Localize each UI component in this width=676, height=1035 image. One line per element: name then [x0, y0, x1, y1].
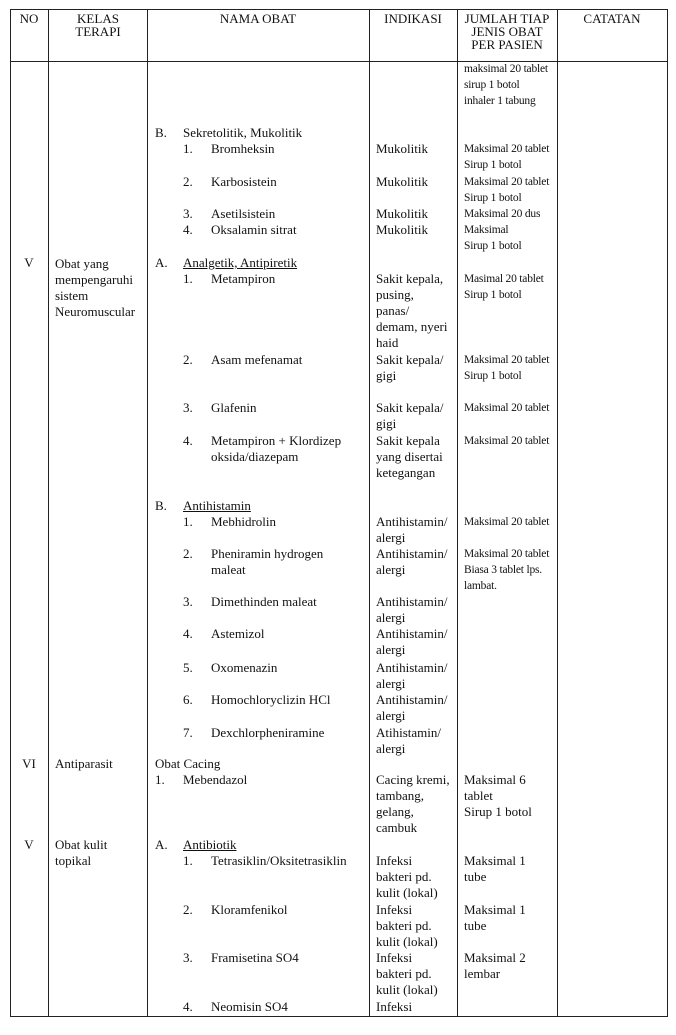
sek-1-name: Bromheksin — [211, 141, 275, 156]
col-border-4 — [457, 9, 458, 1017]
ku-2-name: Kloramfenikol — [211, 902, 288, 917]
an-4-ind: Sakit kepala yang disertai ketegangan — [376, 433, 443, 480]
sek-4-jumlah: Maksimal Sirup 1 botol — [464, 224, 522, 253]
an-3-num: 3. — [183, 400, 193, 415]
sek-2-ind: Mukolitik — [376, 174, 429, 189]
an-4-num: 4. — [183, 433, 193, 448]
ku-4-num: 4. — [183, 999, 193, 1014]
an-1-ind: Sakit kepala, pusing, panas/ demam, nyeri haid — [376, 271, 448, 350]
kulit-letter: A. — [155, 837, 168, 852]
sek-3-ind: Mukolitik — [376, 206, 429, 221]
antiparasit-title: Obat Cacing — [155, 756, 221, 771]
ah-6-num: 6. — [183, 692, 193, 707]
an-3-jumlah: Maksimal 20 tablet — [464, 402, 550, 414]
antihistamin-title: Antihistamin — [183, 498, 251, 513]
antiparasit-kelas: Antiparasit — [55, 756, 113, 771]
header-bottom-border — [10, 61, 667, 62]
an-3-ind: Sakit kepala/ gigi — [376, 400, 444, 431]
ah-3-name: Dimethinden maleat — [211, 594, 317, 609]
kulit-no: V — [24, 837, 34, 852]
sek-3-jumlah: Maksimal 20 dus — [464, 208, 541, 220]
ku-2-ind: Infeksi bakteri pd. kulit (lokal) — [376, 902, 438, 949]
ah-6-name: Homochloryclizin HCl — [211, 692, 331, 707]
sek-title: Sekretolitik, Mukolitik — [183, 125, 303, 140]
sek-2-name: Karbosistein — [211, 174, 277, 189]
ap-1-name: Mebendazol — [183, 772, 248, 787]
ap-1-ind: Cacing kremi, tambang, gelang, cambuk — [376, 772, 450, 835]
top-cont-jumlah: maksimal 20 tablet sirup 1 botol inhaler 1 tabung — [464, 63, 548, 108]
ku-2-num: 2. — [183, 902, 193, 917]
sek-4-ind: Mukolitik — [376, 222, 429, 237]
ku-1-jumlah: Maksimal 1 tube — [464, 853, 526, 884]
header-catatan: CATATAN — [583, 11, 641, 26]
an-1-num: 1. — [183, 271, 193, 286]
sek-3-num: 3. — [183, 206, 193, 221]
ku-1-num: 1. — [183, 853, 193, 868]
ah-7-ind: Atihistamin/ alergi — [376, 725, 441, 756]
ku-3-ind: Infeksi bakteri pd. kulit (lokal) — [376, 950, 438, 997]
an-1-jumlah: Masimal 20 tablet Sirup 1 botol — [464, 273, 544, 302]
ah-1-name: Mebhidrolin — [211, 514, 276, 529]
an-4-jumlah: Maksimal 20 tablet — [464, 435, 550, 447]
ah-6-ind: Antihistamin/ alergi — [376, 692, 448, 723]
header-nama-obat: NAMA OBAT — [219, 11, 297, 26]
sek-4-num: 4. — [183, 222, 193, 237]
sek-3-name: Asetilsistein — [211, 206, 276, 221]
col-border-2 — [147, 9, 148, 1017]
header-jumlah: JUMLAH TIAP JENIS OBAT PER PASIEN — [464, 11, 550, 52]
ah-1-jumlah: Maksimal 20 tablet — [464, 516, 550, 528]
an-3-name: Glafenin — [211, 400, 257, 415]
sek-2-jumlah: Maksimal 20 tablet Sirup 1 botol — [464, 176, 550, 205]
ah-2-ind: Antihistamin/ alergi — [376, 546, 448, 577]
sek-2-num: 2. — [183, 174, 193, 189]
ah-1-num: 1. — [183, 514, 193, 529]
neuro-kelas: Obat yang mempengaruhi sistem Neuromuscular — [55, 256, 136, 319]
ah-2-name: Pheniramin hydrogen maleat — [211, 546, 324, 577]
ah-5-name: Oxomenazin — [211, 660, 278, 675]
an-2-name: Asam mefenamat — [211, 352, 303, 367]
col-border-1 — [48, 9, 49, 1017]
ah-4-name: Astemizol — [211, 626, 265, 641]
ah-1-ind: Antihistamin/ alergi — [376, 514, 448, 545]
col-border-0 — [10, 9, 11, 1017]
sek-1-jumlah: Maksimal 20 tablet Sirup 1 botol — [464, 143, 550, 172]
ah-2-num: 2. — [183, 546, 193, 561]
sek-letter: B. — [155, 125, 167, 140]
ah-7-num: 7. — [183, 725, 193, 740]
ah-7-name: Dexchlorpheniramine — [211, 725, 325, 740]
header-kelas-terapi: KELAS TERAPI — [75, 11, 121, 39]
ku-1-ind: Infeksi bakteri pd. kulit (lokal) — [376, 853, 438, 900]
col-border-6 — [667, 9, 668, 1017]
an-1-name: Metampiron — [211, 271, 276, 286]
ku-4-ind: Infeksi — [376, 999, 413, 1014]
ku-4-name: Neomisin SO4 — [211, 999, 288, 1014]
ah-4-ind: Antihistamin/ alergi — [376, 626, 448, 657]
antihistamin-letter: B. — [155, 498, 167, 513]
ah-4-num: 4. — [183, 626, 193, 641]
ah-2-jumlah: Maksimal 20 tablet Biasa 3 tablet lps. lambat. — [464, 548, 550, 593]
table-bottom-border — [10, 1016, 667, 1017]
ah-3-num: 3. — [183, 594, 193, 609]
ku-2-jumlah: Maksimal 1 tube — [464, 902, 526, 933]
ah-5-ind: Antihistamin/ alergi — [376, 660, 448, 691]
ah-5-num: 5. — [183, 660, 193, 675]
neuro-no: V — [24, 255, 34, 270]
ku-3-jumlah: Maksimal 2 lembar — [464, 950, 526, 981]
table-top-border — [10, 9, 667, 10]
sek-4-name: Oksalamin sitrat — [211, 222, 297, 237]
ah-3-ind: Antihistamin/ alergi — [376, 594, 448, 625]
header-indikasi: INDIKASI — [384, 11, 442, 26]
an-2-ind: Sakit kepala/ gigi — [376, 352, 444, 383]
sek-1-num: 1. — [183, 141, 193, 156]
kulit-kelas: Obat kulit topikal — [55, 837, 108, 868]
antiparasit-no: VI — [22, 756, 36, 771]
kulit-title: Antibiotik — [183, 837, 237, 852]
col-border-3 — [369, 9, 370, 1017]
ap-1-jumlah: Maksimal 6 tablet Sirup 1 botol — [464, 772, 532, 819]
analgetik-letter: A. — [155, 255, 168, 270]
header-no: NO — [19, 11, 39, 26]
an-2-jumlah: Maksimal 20 tablet Sirup 1 botol — [464, 354, 550, 383]
sek-1-ind: Mukolitik — [376, 141, 429, 156]
an-4-name: Metampiron + Klordizep oksida/diazepam — [211, 433, 342, 464]
ku-3-num: 3. — [183, 950, 193, 965]
ap-1-num: 1. — [155, 772, 165, 787]
col-border-5 — [557, 9, 558, 1017]
an-2-num: 2. — [183, 352, 193, 367]
ku-3-name: Framisetina SO4 — [211, 950, 299, 965]
analgetik-title: Analgetik, Antipiretik — [183, 255, 298, 270]
ku-1-name: Tetrasiklin/Oksitetrasiklin — [211, 853, 347, 868]
